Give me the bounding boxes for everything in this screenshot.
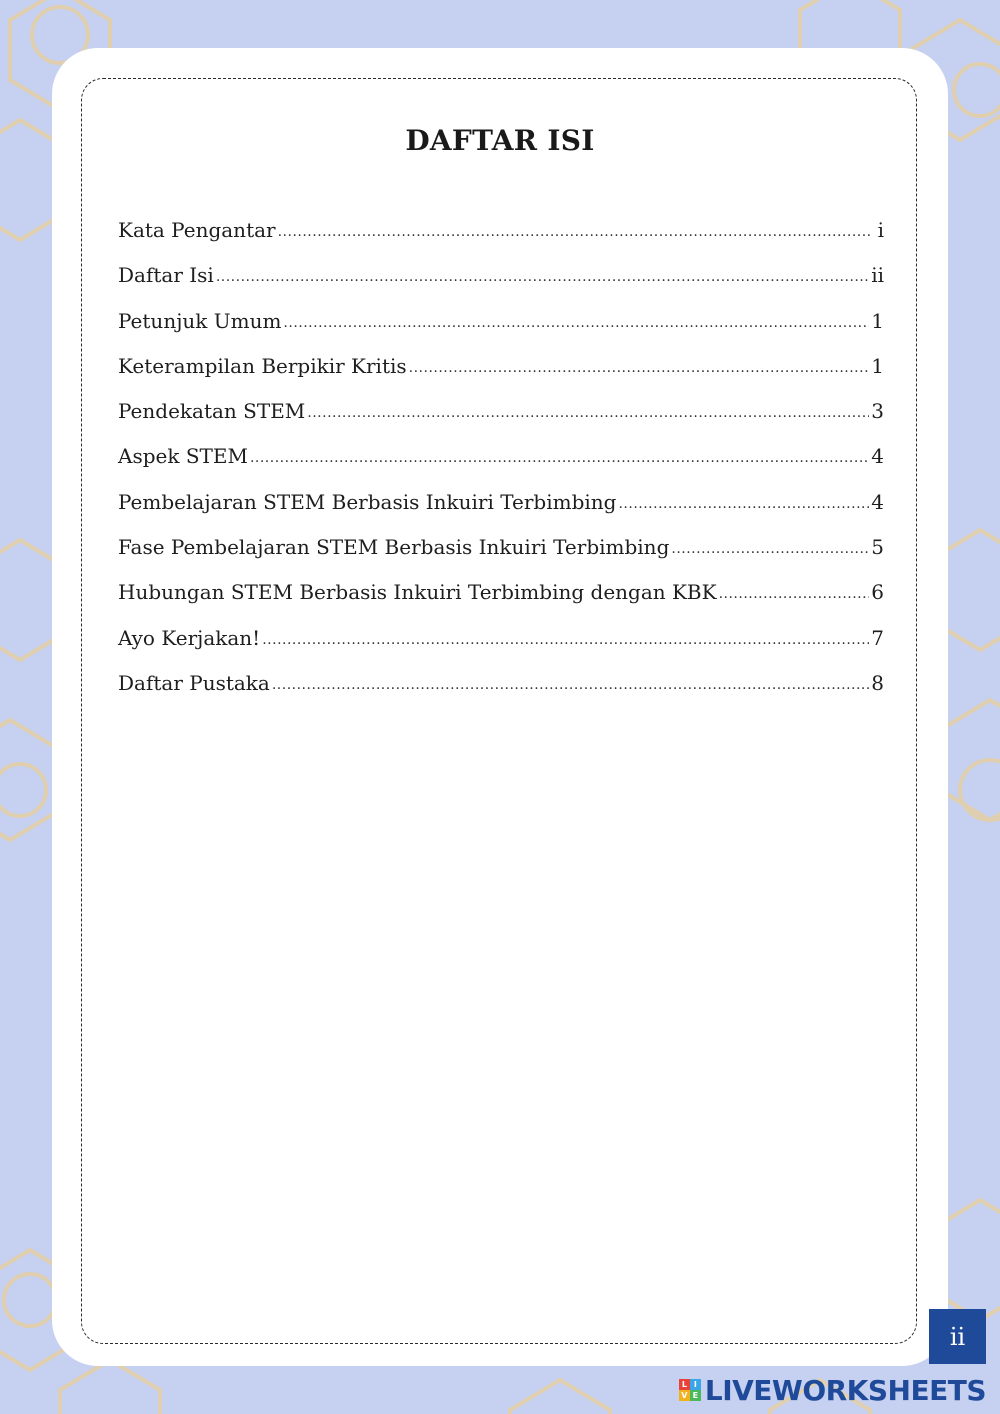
toc-entry-label: Aspek STEM [118, 444, 248, 469]
toc-dot-leader [719, 586, 870, 602]
toc-entry[interactable] [118, 671, 884, 716]
toc-entry-label: Pendekatan STEM [118, 399, 306, 424]
toc-entry-label: Daftar Pustaka [118, 670, 270, 695]
toc-entry-page: 6 [871, 580, 884, 605]
toc-entry[interactable] [118, 444, 884, 489]
brand-name: LIVEWORKSHEETS [704, 1373, 986, 1407]
toc-entry-label: Kata Pengantar [118, 218, 276, 242]
toc-dot-leader [250, 450, 869, 466]
toc-entry[interactable] [118, 309, 884, 354]
toc-entry-label: Petunjuk Umum [118, 308, 282, 333]
toc-entry-label: Ayo Kerjakan! [118, 625, 261, 650]
page-number-badge: ii [929, 1309, 986, 1364]
logo-letter-l: L [679, 1379, 690, 1390]
toc-entry[interactable] [118, 354, 884, 399]
toc-dot-leader [671, 541, 869, 557]
page-title: DAFTAR ISI [405, 124, 595, 157]
toc-entry[interactable] [118, 399, 884, 444]
toc-entry-page: 1 [871, 308, 884, 333]
toc-entry[interactable] [118, 263, 884, 308]
toc-entry-label: Pembelajaran STEM Berbasis Inkuiri Terbimbing [118, 489, 617, 514]
toc-entry-page: ii [871, 263, 884, 288]
table-of-contents [118, 218, 884, 716]
logo-letter-v: V [679, 1390, 690, 1401]
toc-dot-leader [262, 632, 869, 648]
toc-dot-leader [307, 405, 869, 421]
toc-entry-page: 8 [871, 670, 884, 695]
toc-entry-page: 4 [871, 444, 884, 469]
toc-entry-page: i [877, 218, 884, 242]
toc-dot-leader [409, 360, 870, 376]
toc-entry[interactable] [118, 626, 884, 671]
toc-entry-label: Daftar Isi [118, 263, 214, 288]
toc-dot-leader [216, 269, 869, 285]
toc-entry-page: 4 [871, 489, 884, 514]
toc-entry-page: 3 [871, 399, 884, 424]
toc-entry[interactable] [118, 490, 884, 535]
toc-dot-leader [272, 677, 869, 693]
toc-dot-leader [618, 496, 869, 512]
toc-dot-leader [278, 224, 870, 240]
toc-entry[interactable] [118, 218, 884, 263]
liveworksheets-logo-icon [679, 1379, 701, 1401]
toc-entry-label: Fase Pembelajaran STEM Berbasis Inkuiri Terbimbing [118, 535, 670, 560]
toc-dot-leader [283, 315, 869, 331]
liveworksheets-brand[interactable] [679, 1373, 986, 1407]
toc-entry-page: 1 [871, 353, 884, 378]
toc-entry-label: Keterampilan Berpikir Kritis [118, 353, 407, 378]
logo-letter-i: I [690, 1379, 701, 1390]
toc-entry-page: 7 [871, 625, 884, 650]
toc-entry[interactable] [118, 580, 884, 625]
toc-entry-page: 5 [871, 535, 884, 560]
toc-entry[interactable] [118, 535, 884, 580]
toc-entry-label: Hubungan STEM Berbasis Inkuiri Terbimbing dengan KBK [118, 580, 717, 605]
logo-letter-e: E [690, 1390, 701, 1401]
